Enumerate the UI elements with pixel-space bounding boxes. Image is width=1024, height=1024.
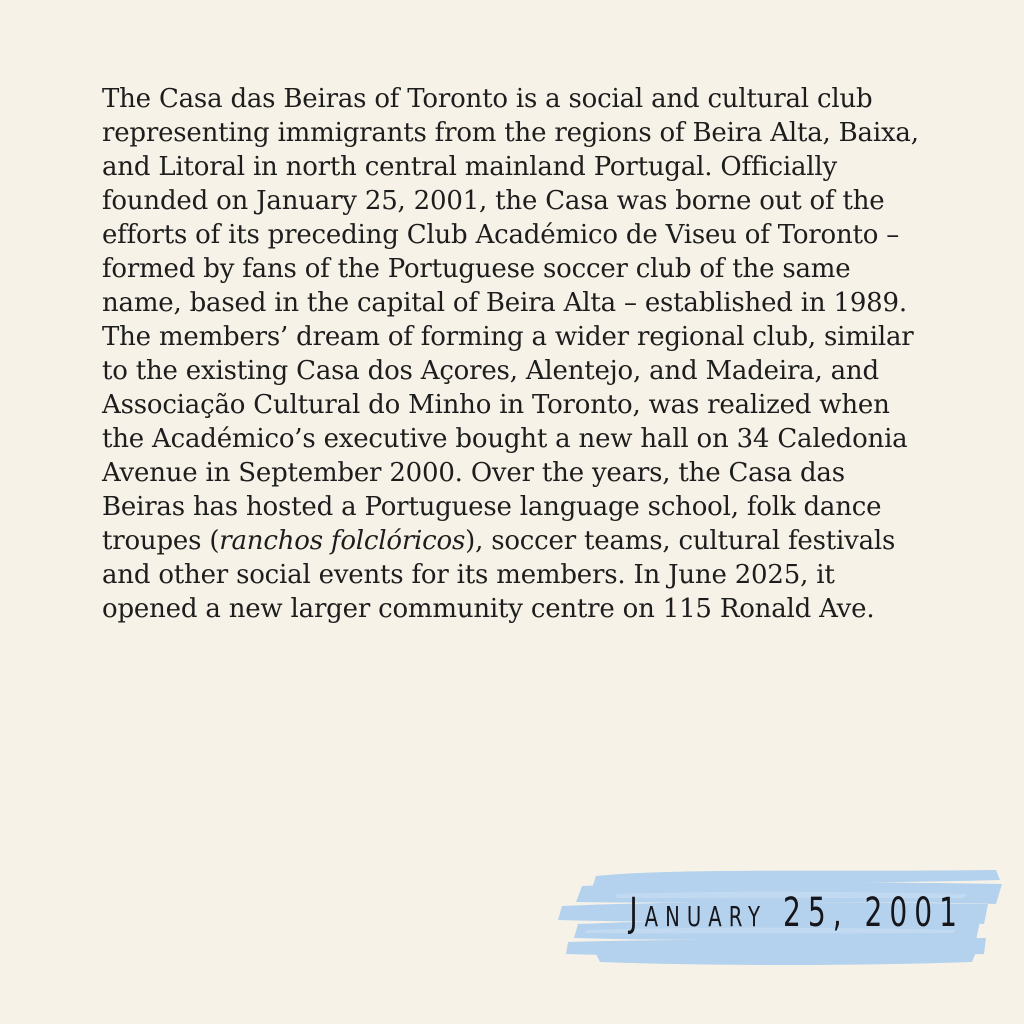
date-badge: [556, 860, 1006, 980]
date-label: January 25, 2001: [629, 890, 964, 936]
article-italic-term: ranchos folclóricos: [219, 526, 466, 556]
article-text-part-1: The Casa das Beiras of Toronto is a social and cultural club representing immigrants from the regions of Beira Alta, Baixa, and Litoral in north central mainland Portugal. Officially founded on January 25, 2001, the Casa was borne out of the efforts of its preceding Club Académico de Viseu of Toronto – formed by fans of the Portuguese soccer club of the same name, based in the capital of Beira Alta – established in 1989. The members’ dream of forming a wider regional club, similar to the existing Casa dos Açores, Alentejo, and Madeira, and Associação Cultural do Minho in Toronto, was realized when the Académico’s executive bought a new hall on 34 Caledonia Avenue in September 2000. Over the years, the Casa das Beiras has hosted a Portuguese language school, folk dance troupes (: [102, 84, 919, 556]
article-paragraph: [102, 82, 922, 626]
article-text-part-2: ), soccer teams, cultural festivals and other social events for its members. In June 2025, it opened a new larger community centre on 115 Ronald Ave.: [102, 526, 896, 624]
